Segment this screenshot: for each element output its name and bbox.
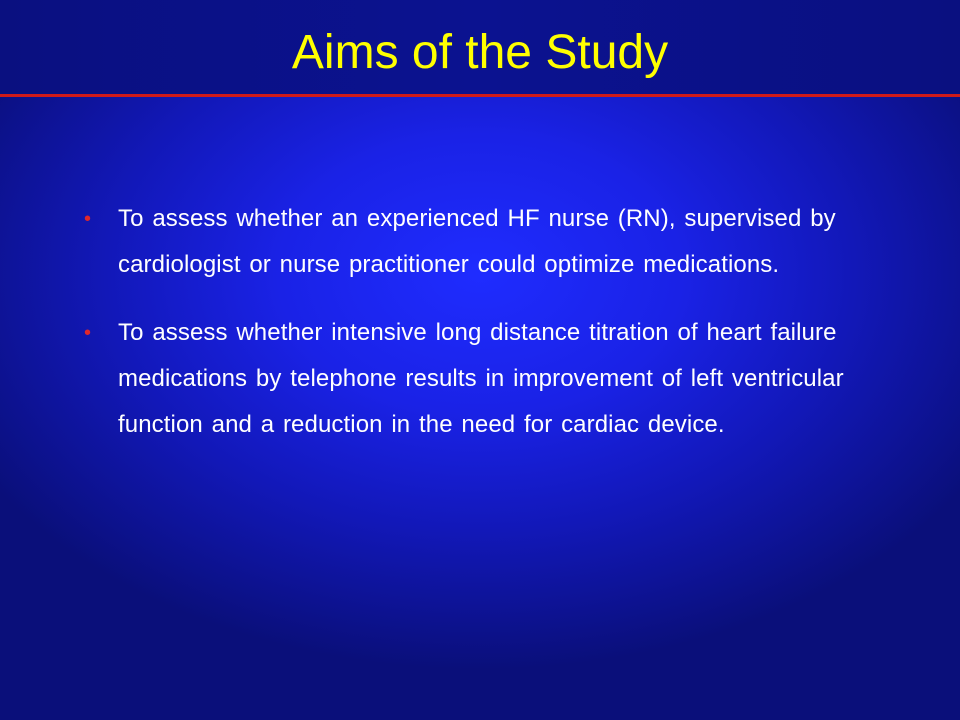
bullet-icon: • [84, 322, 92, 344]
bullet-list [84, 196, 884, 470]
slide-title: Aims of the Study [291, 26, 669, 79]
bullet-item [84, 196, 884, 288]
title-divider [0, 94, 960, 97]
bullet-text: To assess whether an experienced HF nurse (RN), supervised by cardiologist or nurse practitioner could optimize medications. [118, 205, 836, 278]
bullet-text: To assess whether intensive long distance titration of heart failure medications by telephone results in improvement of left ventricular function and a reduction in the need for cardiac device. [118, 319, 844, 438]
bullet-icon: • [84, 208, 92, 230]
title-bar [0, 0, 960, 94]
bullet-item [84, 310, 884, 448]
